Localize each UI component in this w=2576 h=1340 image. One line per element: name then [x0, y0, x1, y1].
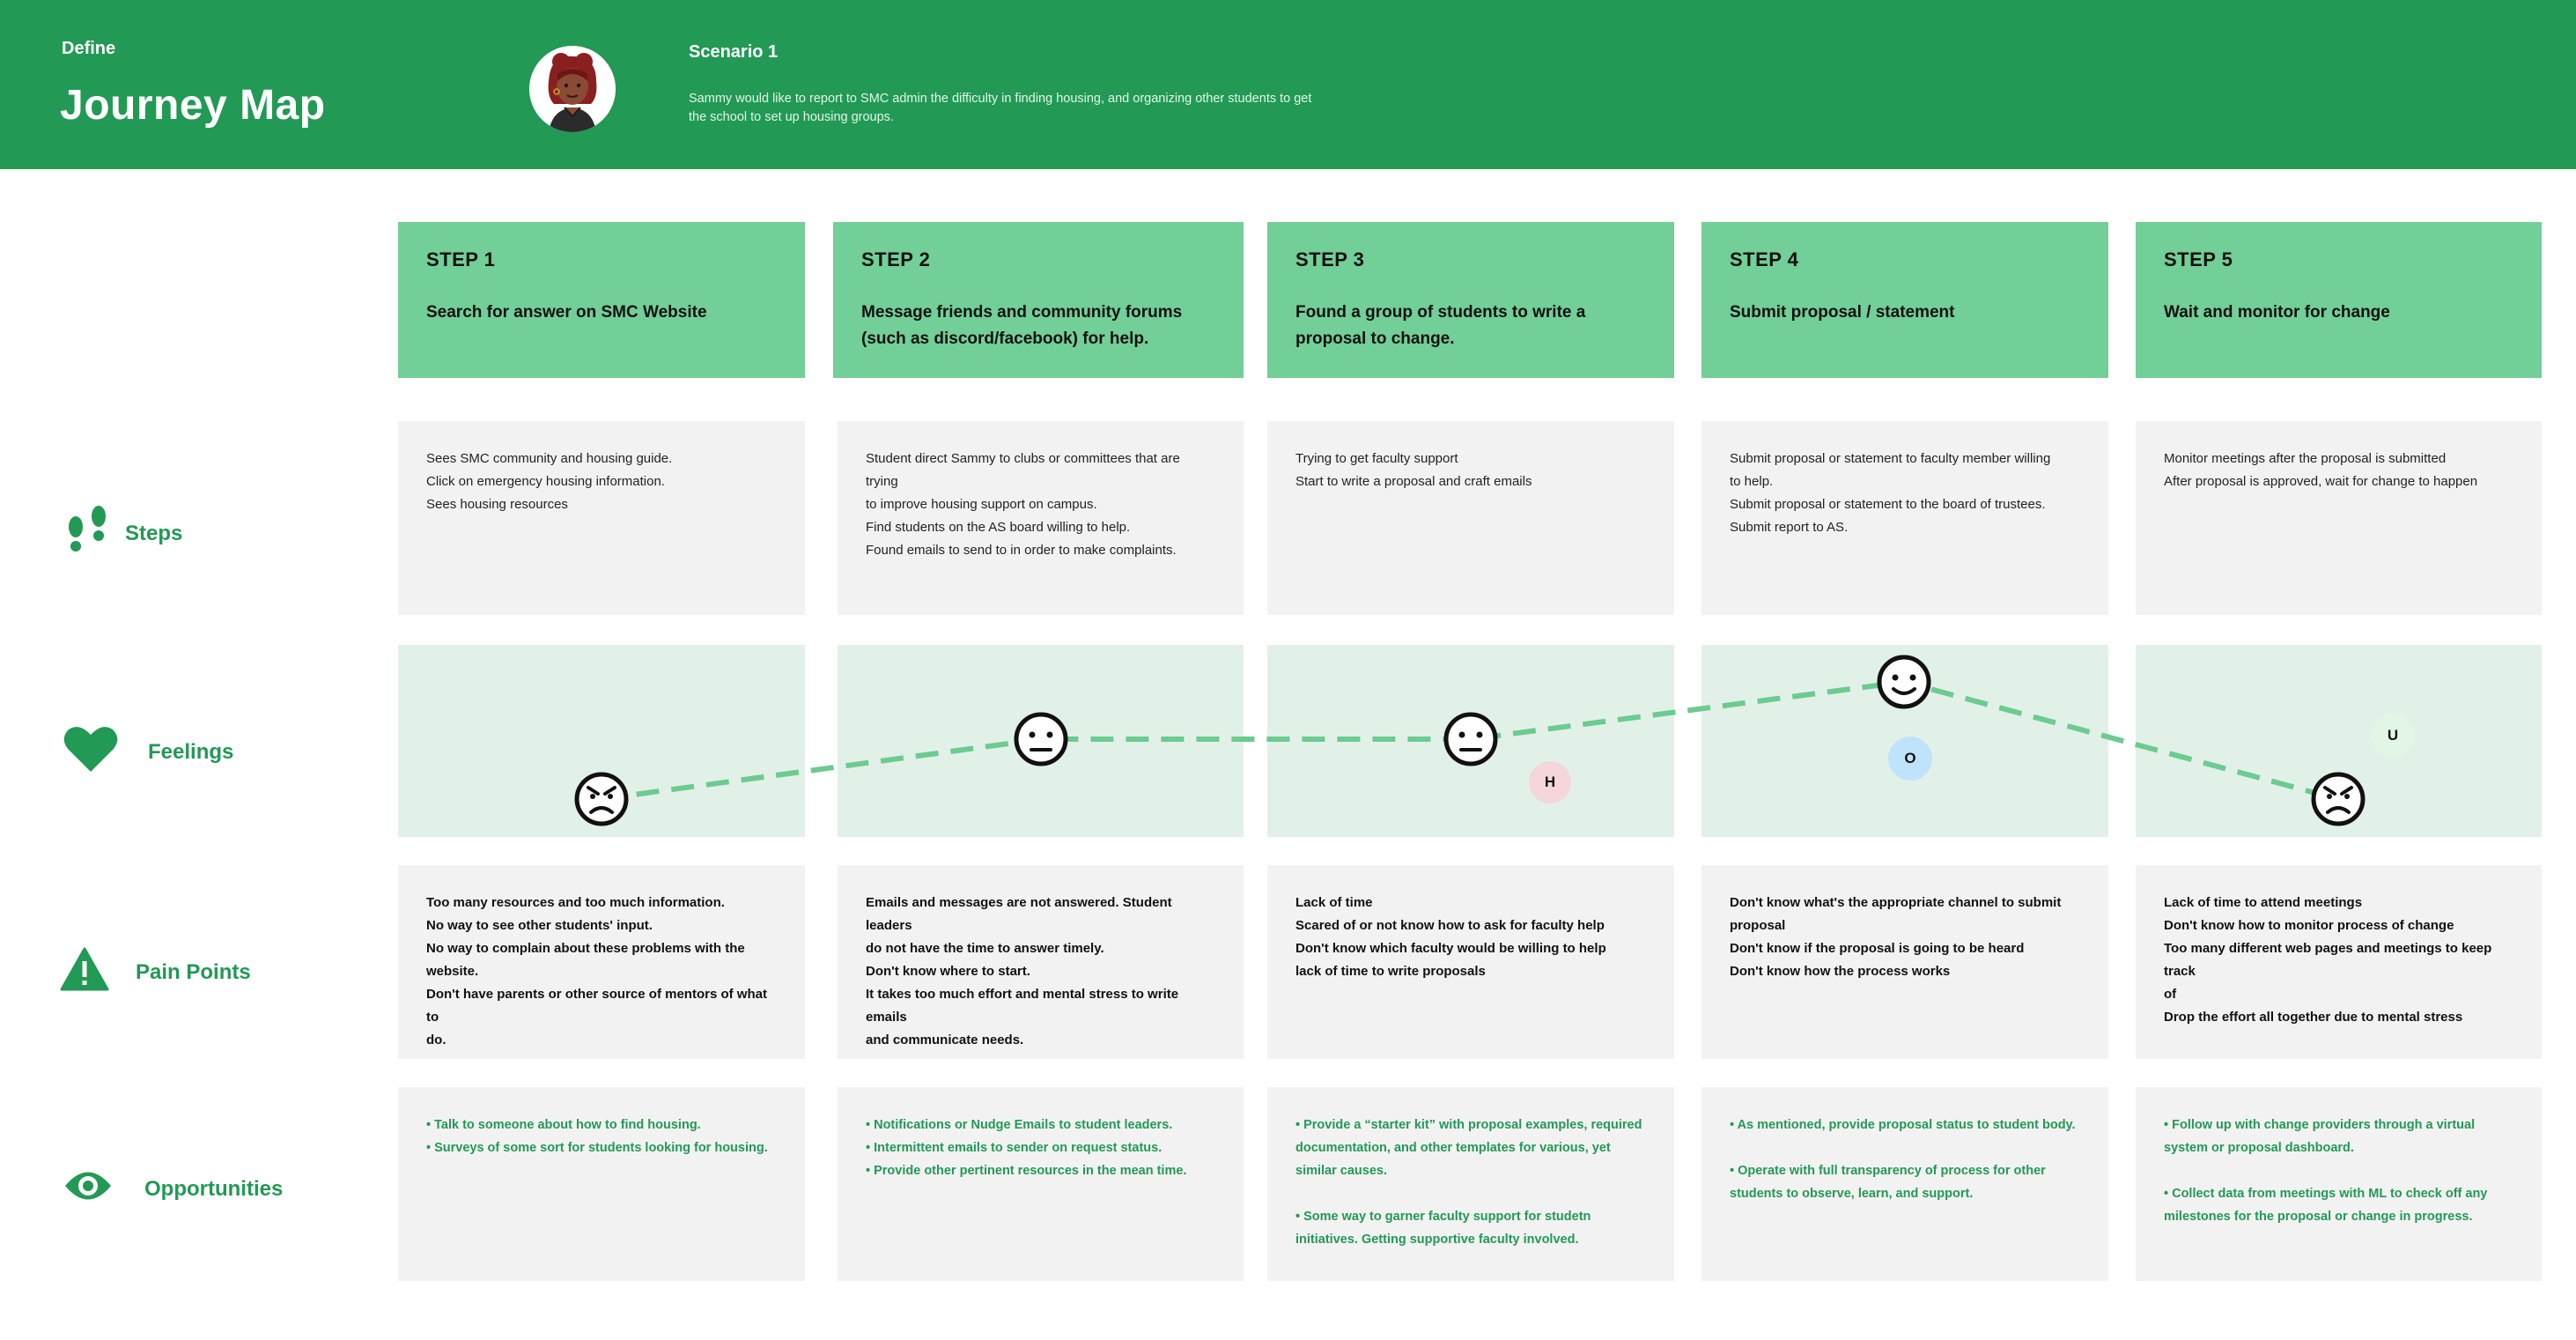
step-title-line: Found a group of students to write a: [1295, 303, 1586, 322]
opportunity-line: • Notifications or Nudge Emails to student leaders.: [866, 1118, 1173, 1132]
step-number: STEP 3: [1295, 248, 1365, 270]
step-title-line: proposal to change.: [1295, 329, 1455, 348]
row-label-text: Pain Points: [136, 959, 251, 984]
pain-card: [398, 865, 805, 1059]
opportunity-line: • As mentioned, provide proposal status to student body.: [1730, 1118, 2076, 1132]
action-card: [1701, 421, 2108, 615]
badge-o: O: [1888, 737, 1932, 781]
opportunity-line: • Talk to someone about how to find housing.: [426, 1118, 701, 1132]
action-line: Found emails to send to in order to make complaints.: [866, 543, 1177, 558]
action-line: to help.: [1730, 474, 1774, 489]
badge-u: U: [2371, 714, 2415, 758]
scenario-line: Sammy would like to report to SMC admin the difficulty in finding housing, and organizing other students to get: [689, 92, 1312, 106]
spacer: [1730, 1136, 2080, 1159]
pain-line: Lack of time: [1295, 895, 1373, 910]
persona-avatar: [529, 46, 616, 132]
action-line: Submit report to AS.: [1730, 520, 1849, 535]
row-label-text: Feelings: [148, 739, 234, 764]
row-label-steps: [63, 504, 182, 563]
step-title-line: Wait and monitor for change: [2164, 303, 2390, 322]
opportunity-line: initiatives. Getting supportive faculty involved.: [1295, 1233, 1579, 1247]
pain-line: No way to complain about these problems with the: [426, 941, 745, 956]
step-header: [2136, 222, 2542, 378]
action-line: After proposal is approved, wait for change to happen: [2164, 474, 2478, 489]
scenario-title: Scenario 1: [689, 42, 779, 62]
opportunity-line: students to observe, learn, and support.: [1730, 1187, 1974, 1201]
action-card: [2136, 421, 2542, 615]
opportunity-line: • Operate with full transparency of process for other: [1730, 1164, 2046, 1178]
pain-line: No way to see other students' input.: [426, 918, 653, 933]
pain-line: Don't know where to start.: [866, 964, 1030, 979]
warning-icon: [60, 947, 109, 997]
pain-line: Lack of time to attend meetings: [2164, 895, 2363, 910]
row-label-pain-points: [60, 947, 251, 997]
row-label-feelings: [63, 724, 233, 780]
action-line: Find students on the AS board willing to help.: [866, 520, 1131, 535]
pain-card: [1267, 865, 1674, 1059]
step-header: [1267, 222, 1674, 378]
step-number: STEP 1: [426, 248, 496, 270]
pain-line: Emails and messages are not answered. Student leaders: [866, 895, 1172, 933]
pain-card: [1701, 865, 2108, 1059]
pain-line: Don't know how to monitor process of change: [2164, 918, 2454, 933]
opportunity-line: • Follow up with change providers through a virtual: [2164, 1118, 2476, 1132]
opportunity-line: system or proposal dashboard.: [2164, 1141, 2354, 1155]
badge-h: H: [1529, 761, 1571, 803]
step-title: [1295, 300, 1646, 352]
pain-line: It takes too much effort and mental stress to write emails: [866, 987, 1179, 1025]
step-number: STEP 4: [1730, 248, 1799, 270]
pain-card: [2136, 865, 2542, 1059]
row-label-opportunities: [63, 1167, 283, 1210]
pain-line: Too many resources and too much information.: [426, 895, 725, 910]
pain-line: and communicate needs.: [866, 1033, 1024, 1048]
feelings-cell: [2136, 645, 2542, 837]
pain-line: Scared of or not know how to ask for faculty help: [1295, 918, 1605, 933]
action-line: Sees housing resources: [426, 497, 568, 512]
action-card: [398, 421, 805, 615]
pain-line: website.: [426, 964, 479, 979]
pain-line: lack of time to write proposals: [1295, 964, 1486, 979]
step-number: STEP 2: [861, 248, 931, 270]
spacer: [2164, 1159, 2513, 1182]
step-title-line: Message friends and community forums: [861, 303, 1183, 322]
pain-line: Don't know what's the appropriate channel to submit: [1730, 895, 2062, 910]
step-title: [2164, 300, 2513, 326]
scenario-description: [689, 90, 1411, 127]
header-bar: [0, 0, 2576, 169]
step-title-line: Search for answer on SMC Website: [426, 303, 707, 322]
opportunity-line: • Collect data from meetings with ML to check off any: [2164, 1187, 2488, 1201]
action-line: Sees SMC community and housing guide.: [426, 451, 673, 466]
action-line: Student direct Sammy to clubs or committees that are trying: [866, 451, 1180, 489]
opportunity-line: • Some way to garner faculty support for studetn: [1295, 1210, 1591, 1224]
action-line: Monitor meetings after the proposal is submitted: [2164, 451, 2447, 466]
step-title: [1730, 300, 2080, 326]
pain-line: Don't know if the proposal is going to be heard: [1730, 941, 2025, 956]
action-line: Click on emergency housing information.: [426, 474, 665, 489]
opportunity-card: [1701, 1087, 2108, 1281]
row-label-text: Opportunities: [144, 1176, 284, 1201]
action-line: Start to write a proposal and craft emails: [1295, 474, 1532, 489]
opportunity-card: [1267, 1087, 1674, 1281]
pain-line: Don't know which faculty would be willing to help: [1295, 941, 1606, 956]
step-header: [833, 222, 1244, 378]
step-number: STEP 5: [2164, 248, 2233, 270]
step-title-line: (such as discord/facebook) for help.: [861, 329, 1149, 348]
section-label: Define: [62, 39, 116, 58]
step-header: [1701, 222, 2108, 378]
page-title: Journey Map: [60, 82, 326, 129]
step-title-line: Submit proposal / statement: [1730, 303, 1955, 322]
opportunity-line: documentation, and other templates for various, yet: [1295, 1141, 1611, 1155]
opportunity-card: [398, 1087, 805, 1281]
action-line: Submit proposal or statement to faculty member willing: [1730, 451, 2051, 466]
feelings-cell: [1267, 645, 1674, 837]
pain-line: do.: [426, 1033, 447, 1048]
pain-line: of: [2164, 987, 2177, 1002]
opportunity-card: [2136, 1087, 2542, 1281]
feelings-cell: [398, 645, 805, 837]
step-header: [398, 222, 805, 378]
opportunity-card: [838, 1087, 1244, 1281]
pain-line: do not have the time to answer timely.: [866, 941, 1104, 956]
opportunity-line: • Surveys of some sort for students looking for housing.: [426, 1141, 768, 1155]
scenario-line: the school to set up housing groups.: [689, 110, 894, 124]
pain-card: [838, 865, 1244, 1059]
opportunity-line: • Intermittent emails to sender on request status.: [866, 1141, 1163, 1155]
step-title: [426, 300, 777, 326]
step-title: [861, 300, 1215, 352]
opportunity-line: • Provide a “starter kit” with proposal examples, required: [1295, 1118, 1642, 1132]
opportunity-line: milestones for the proposal or change in progress.: [2164, 1210, 2473, 1224]
pain-line: proposal: [1730, 918, 1786, 933]
pain-line: Don't know how the process works: [1730, 964, 1951, 979]
action-card: [838, 421, 1244, 615]
opportunity-line: similar causes.: [1295, 1164, 1387, 1178]
pain-line: Too many different web pages and meetings to keep track: [2164, 941, 2492, 979]
action-line: Trying to get faculty support: [1295, 451, 1458, 466]
action-line: to improve housing support on campus.: [866, 497, 1097, 512]
heart-icon: [63, 724, 118, 780]
action-card: [1267, 421, 1674, 615]
row-label-text: Steps: [125, 521, 183, 545]
spacer: [1295, 1182, 1646, 1205]
pain-line: Don't have parents or other source of mentors of what to: [426, 987, 767, 1025]
eye-icon: [63, 1167, 113, 1210]
feelings-cell: [838, 645, 1244, 837]
action-line: Submit proposal or statement to the board of trustees.: [1730, 497, 2046, 512]
pain-line: Drop the effort all together due to mental stress: [2164, 1010, 2463, 1025]
footprints-icon: [63, 504, 111, 563]
opportunity-line: • Provide other pertinent resources in the mean time.: [866, 1164, 1187, 1178]
